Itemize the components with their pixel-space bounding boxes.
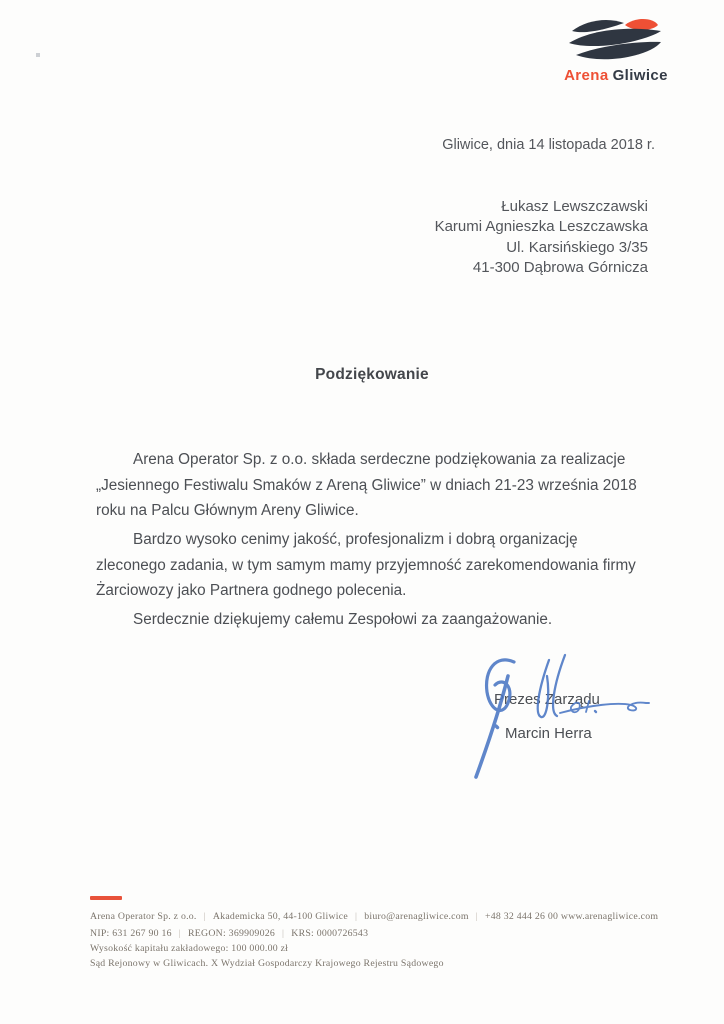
footer-separator: | (354, 911, 358, 922)
letter-date: Gliwice, dnia 14 listopada 2018 r. (442, 137, 655, 153)
letter-title: Podziękowanie (315, 366, 429, 383)
letter-paragraph-1: Arena Operator Sp. z o.o. składa serdeczne podziękowania za realizacje „Jesiennego Festiwalu Smaków z Areną Gliwice” w dniach 21-23 września 2018 roku na Palcu Głównym Areny Gliwice. (96, 451, 637, 520)
letter-paragraph-2: Bardzo wysoko cenimy jakość, profesjonalizm i dobrą organizację zleconego zadania, w tym samym mamy przyjemność zarekomendowania firmy Żarciowozy jako Partnera godnego polecenia. (96, 531, 636, 600)
logo-brand-secondary: Gliwice (612, 67, 668, 84)
footer-phone-web: +48 32 444 26 00 www.arenagliwice.com (484, 911, 659, 922)
scan-speck-artifact (36, 53, 40, 57)
footer-email: biuro@arenagliwice.com (364, 911, 469, 922)
recipient-address-block (435, 197, 648, 279)
footer-company-name: Arena Operator Sp. z o.o. (90, 911, 197, 922)
footer-regon: REGON: 369909026 (188, 928, 276, 939)
footer-krs: KRS: 0000726543 (291, 928, 369, 939)
handwritten-signature-icon (440, 650, 680, 790)
recipient-city: 41-300 Dąbrowa Górnicza (472, 259, 648, 277)
arena-gliwice-wave-logo-icon (564, 14, 669, 64)
company-logo (560, 14, 672, 84)
signatory-role: Prezes Zarządu (494, 691, 600, 708)
recipient-name: Łukasz Lewszczawski (501, 198, 648, 215)
footer-registry-line (90, 928, 368, 939)
footer-court-line: Sąd Rejonowy w Gliwicach. X Wydział Gospodarczy Krajowego Rejestru Sądowego (90, 958, 444, 969)
logo-orange-drop-icon (625, 19, 658, 30)
footer-separator: | (178, 928, 182, 939)
logo-wordmark (560, 67, 672, 84)
footer-separator: | (203, 911, 206, 922)
footer-contact-line (90, 911, 658, 922)
recipient-name-2: Karumi Agnieszka Leszczawska (434, 218, 648, 236)
footer-nip: NIP: 631 267 90 16 (90, 928, 172, 939)
footer-separator: | (282, 928, 285, 939)
footer-accent-dash (90, 896, 122, 900)
footer-address: Akademicka 50, 44-100 Gliwice (212, 911, 348, 922)
signatory-name: Marcin Herra (505, 725, 592, 742)
footer-capital-line: Wysokość kapitału zakładowego: 100 000.00 zł (90, 943, 289, 954)
logo-brand-primary: Arena (564, 67, 609, 84)
recipient-street: Ul. Karsińskiego 3/35 (506, 238, 648, 256)
footer-separator: | (475, 911, 478, 922)
letter-paragraph-3: Serdecznie dziękujemy całemu Zespołowi za zaangażowanie. (133, 611, 553, 629)
